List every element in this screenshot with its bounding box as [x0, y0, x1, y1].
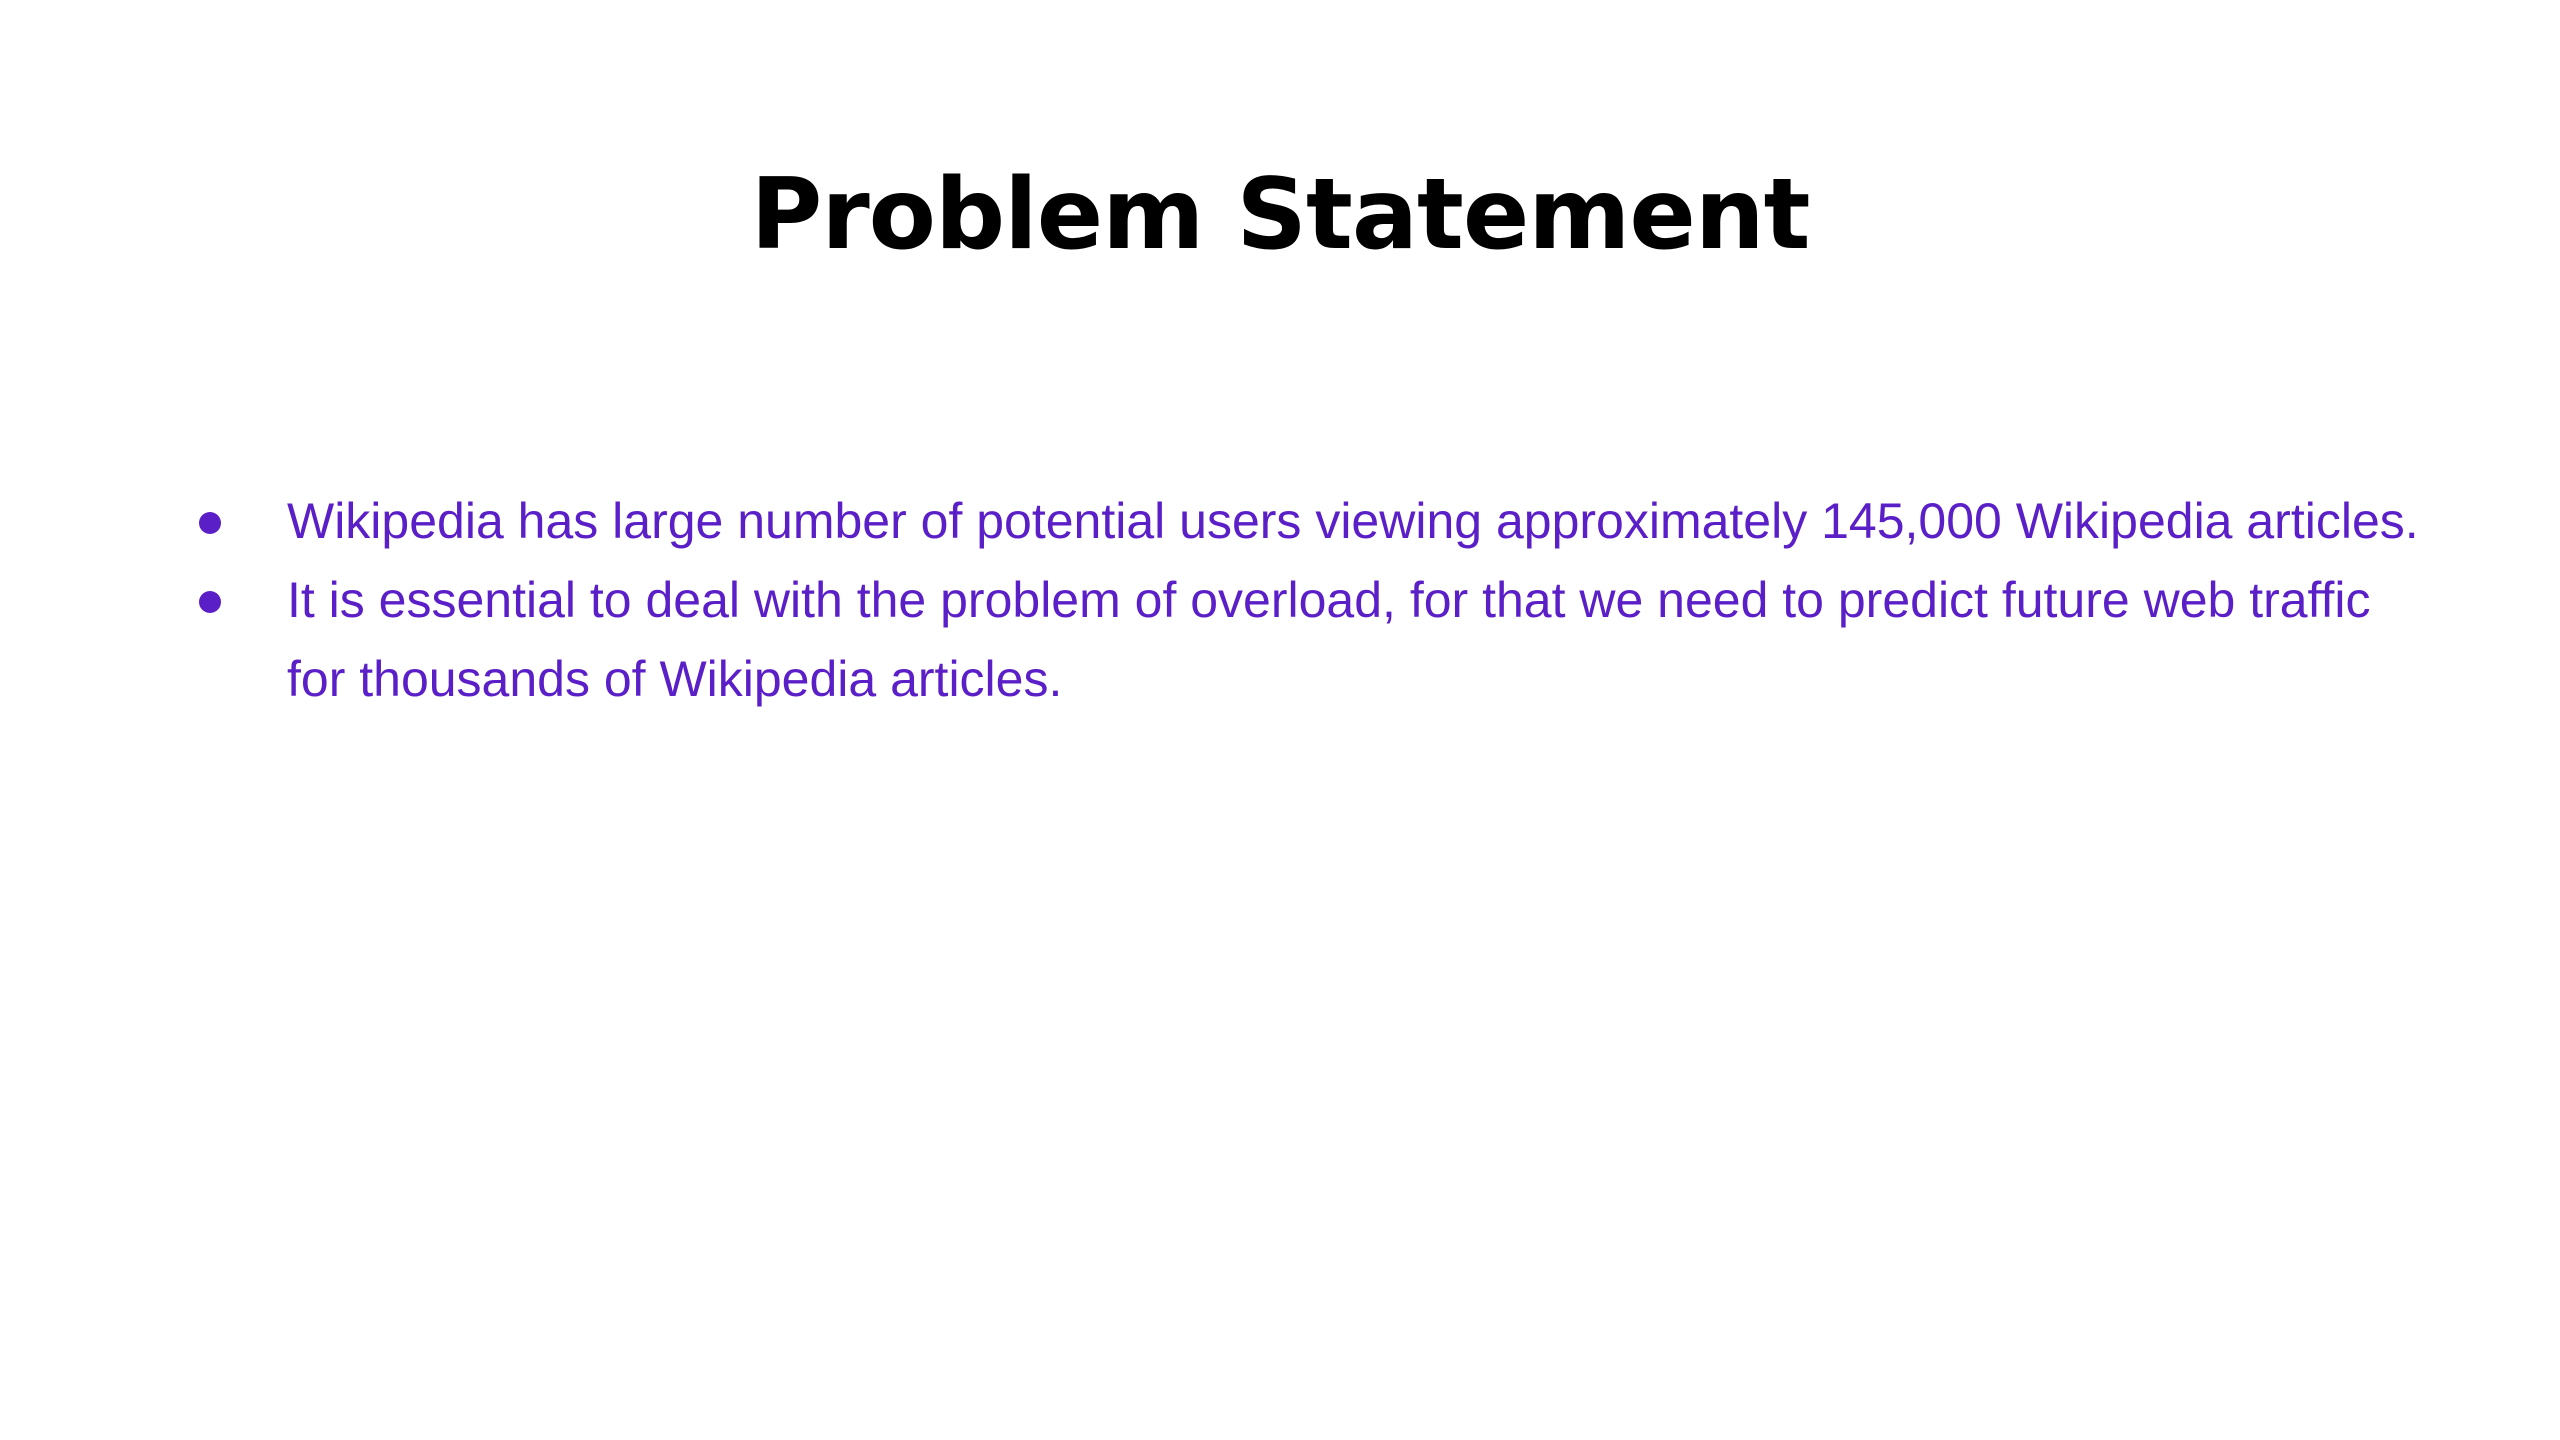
bullet-dot-icon — [199, 591, 221, 613]
bullet-item — [195, 561, 2435, 719]
bullet-text: Wikipedia has large number of potential users viewing approximately 145,000 Wikipedia articles. — [287, 493, 2419, 549]
slide-title: Problem Statement — [750, 158, 1810, 272]
bullet-item — [195, 482, 2435, 561]
bullet-text: It is essential to deal with the problem of overload, for that we need to predict future web traffic for thousands of Wikipedia articles. — [287, 572, 2371, 707]
bullet-list — [195, 482, 2435, 719]
bullet-dot-icon — [199, 512, 221, 534]
